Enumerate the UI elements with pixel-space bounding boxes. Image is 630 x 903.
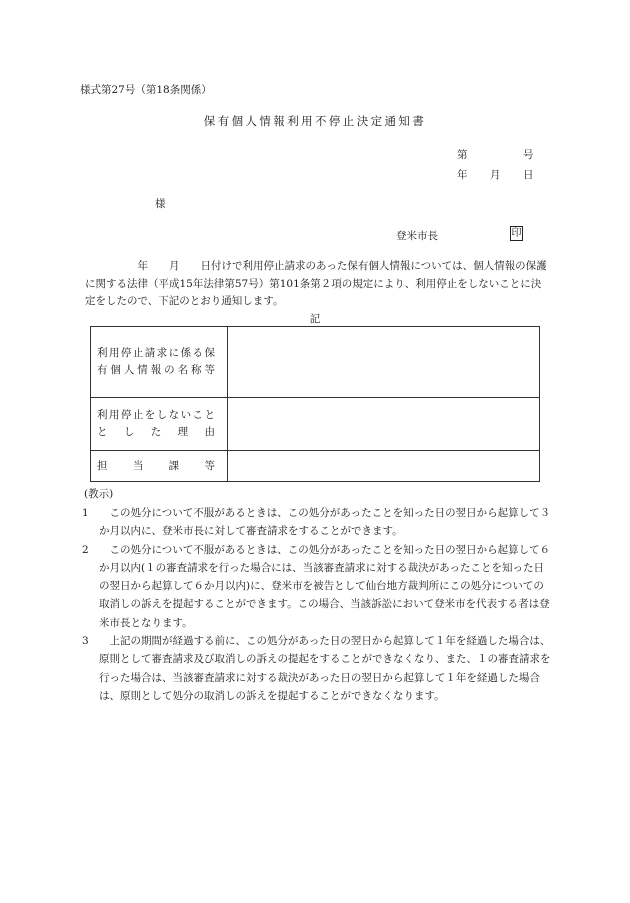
addressee-honorific: 様 — [155, 198, 166, 210]
list-item — [84, 541, 554, 632]
item-text: この処分について不服があるときは、この処分があったことを知った日の翌日から起算して６か月以内(１の審査請求を行った場合には、当該審査請求に対する裁決があったことを知った日の翌日から起算して６か月以内)に、登米市を被告として仙台地方裁判所にこの処分についての取消しの訴えを提起することができます。この場合、当該訴訟において登米市を代表する者は登米市長となります。 — [99, 543, 551, 629]
item-number: 3 — [82, 635, 89, 648]
label-line: 利用停止をしないこと — [97, 409, 215, 421]
item-text: 上記の期間が経過する前に、この処分があった日の翌日から起算して１年を経過した場合は、原則として審査請求及び取消しの訴えの提起をすることができなくなり、また、１の審査請求を行った場合は、当該審査請求に対する裁決があった日の翌日から起算して１年を経過した場合は、原則として処分の取消しの訴えを提起することができなくなります。 — [99, 635, 551, 702]
item-number: 2 — [82, 543, 89, 556]
label-line: 利用停止請求に係る保 — [97, 347, 215, 359]
doc-number-dai: 第 — [457, 149, 468, 161]
table-row — [91, 327, 540, 398]
seal-mark: 印 — [511, 228, 522, 239]
doc-number-go: 号 — [523, 149, 534, 161]
sender-name: 登米市長 — [396, 230, 438, 242]
instructions-list — [84, 504, 554, 705]
list-item — [84, 504, 554, 541]
table-label-reason — [91, 398, 228, 451]
item-text: この処分について不服があるときは、この処分があったことを知った日の翌日から起算して３か月以内に、登米市長に対して審査請求をすることができます。 — [99, 507, 551, 538]
table-label-info-name — [91, 327, 228, 398]
form-number: 様式第27号（第18条関係） — [80, 84, 212, 96]
body-paragraph: 年 月 日付けで利用停止請求のあった保有個人情報については、個人情報の保護に関する法律（平成15年法律第57号）第101条第２項の規定により、利用停止をしないことに決定をしたので、下記のとおり通知します。 — [85, 260, 547, 307]
label-line: 有個人情報の名称等 — [97, 364, 215, 376]
record-table — [90, 326, 540, 482]
label-line: とした理由 — [97, 426, 215, 438]
label-line: 担当課等 — [97, 459, 215, 472]
table-row — [91, 398, 540, 451]
table-value-department — [228, 451, 540, 482]
date-month: 月 — [490, 169, 501, 181]
table-row — [91, 451, 540, 482]
table-label-department — [91, 451, 228, 482]
date-day: 日 — [523, 169, 534, 181]
instructions-heading: (教示) — [84, 488, 114, 500]
document-title: 保有個人情報利用不停止決定通知書 — [203, 114, 427, 128]
table-value-reason — [228, 398, 540, 451]
list-item — [84, 632, 554, 705]
ki-heading: 記 — [309, 313, 321, 325]
item-number: 1 — [82, 507, 89, 519]
table-value-info-name — [228, 327, 540, 398]
date-year: 年 — [457, 169, 468, 181]
